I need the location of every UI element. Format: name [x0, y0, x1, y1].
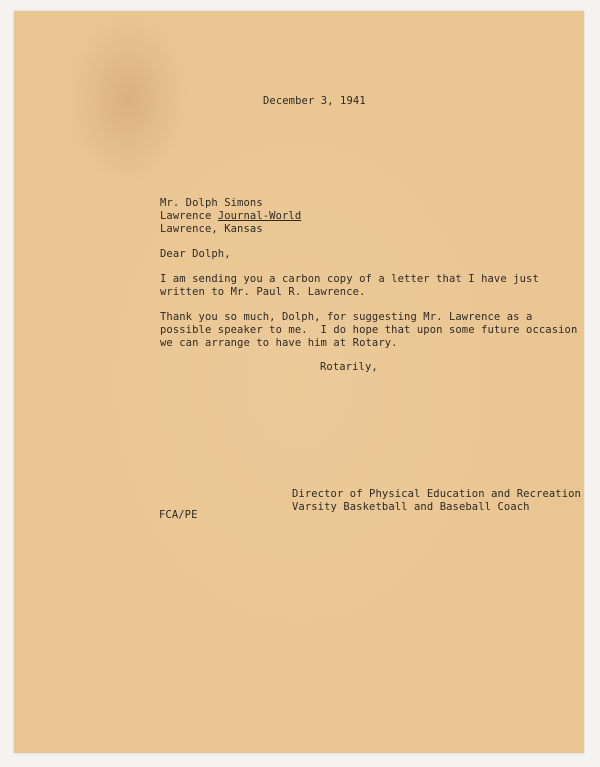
closing: Rotarily,	[320, 361, 378, 373]
recipient-org-prefix: Lawrence	[160, 210, 218, 222]
paragraph-1-line-2: written to Mr. Paul R. Lawrence.	[160, 286, 366, 298]
signature-title-2: Varsity Basketball and Baseball Coach	[292, 501, 530, 513]
recipient-city: Lawrence, Kansas	[160, 223, 263, 235]
reference-initials: FCA/PE	[159, 509, 198, 521]
paragraph-2-line-2: possible speaker to me. I do hope that upon some future occasion	[160, 324, 578, 336]
recipient-organization	[160, 210, 301, 223]
letter-page	[14, 11, 584, 753]
recipient-org-title: Journal-World	[217, 210, 302, 222]
recipient-name: Mr. Dolph Simons	[160, 197, 263, 209]
paragraph-1-line-1: I am sending you a carbon copy of a letter that I have just	[160, 273, 539, 285]
signature-title-1: Director of Physical Education and Recreation	[292, 488, 581, 500]
paragraph-2-line-3: we can arrange to have him at Rotary.	[160, 337, 398, 349]
paragraph-2-line-1: Thank you so much, Dolph, for suggesting Mr. Lawrence as a	[160, 311, 533, 323]
salutation: Dear Dolph,	[160, 248, 231, 260]
letter-date: December 3, 1941	[263, 95, 366, 107]
